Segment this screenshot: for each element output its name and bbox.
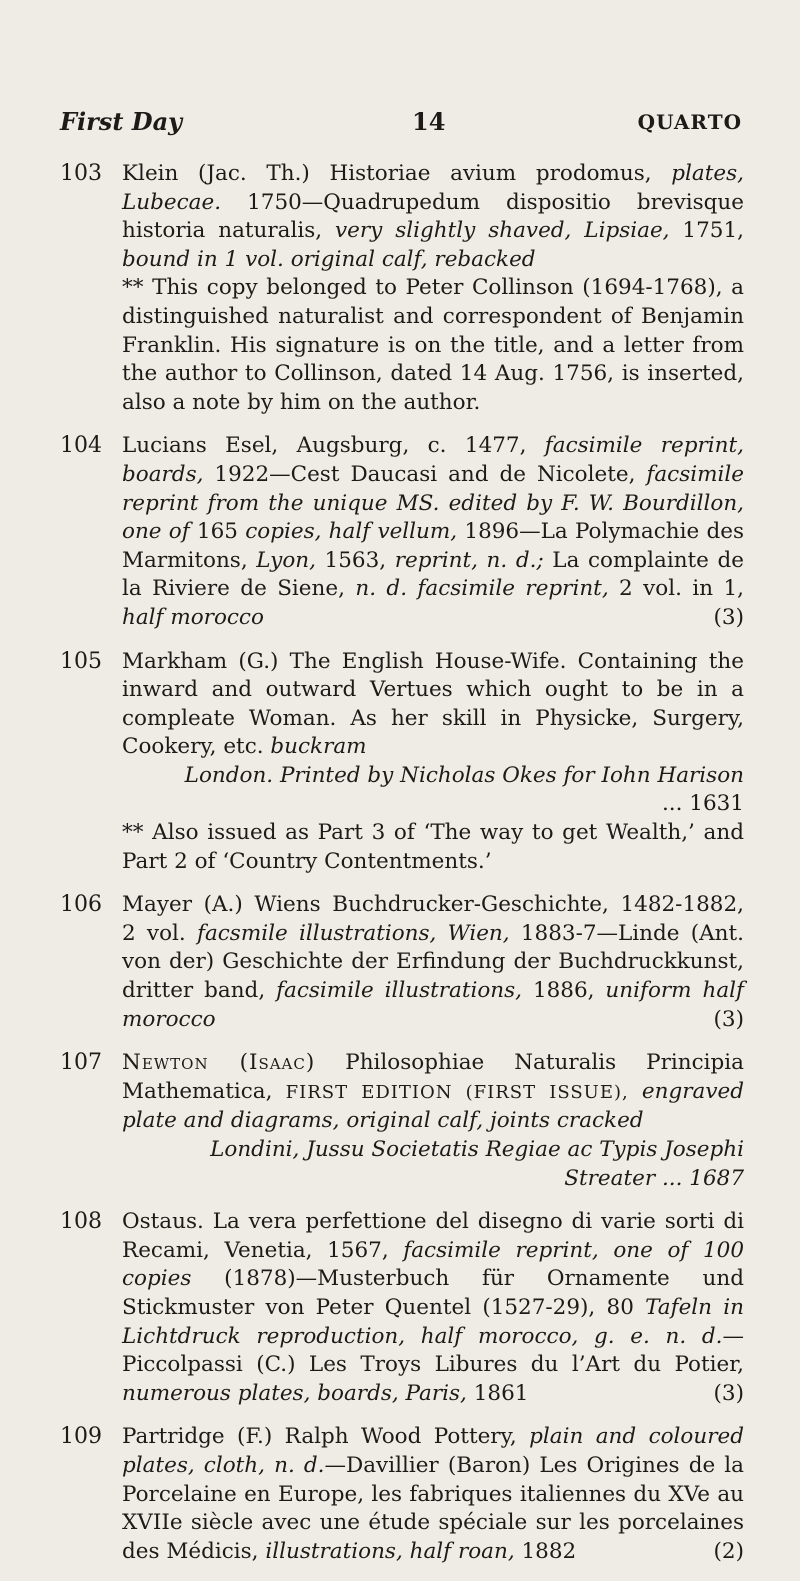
lot-text-italic: Lyon, — [256, 547, 316, 573]
lot-entry — [60, 432, 744, 632]
lot-text-italic: facsimile reprint, one of 100 copies — [122, 1237, 745, 1292]
lot-text: 1883-7—Linde (Ant. von der) Geschichte der Erfindung der Buchdruckkunst, dritter band, — [122, 920, 744, 1004]
lot-text-italic: very slightly shaved, Lipsiae, — [335, 218, 670, 244]
lot-entry — [60, 648, 744, 877]
lot-text-italic: numerous plates, boards, Paris, — [122, 1380, 467, 1406]
lot-text: Partridge (F.) Ralph Wood Pottery, — [122, 1424, 530, 1450]
lot-number: 108 — [60, 1209, 102, 1235]
lot-description — [122, 1423, 744, 1566]
lot-text-italic: plain and coloured plates, cloth, n. d. — [122, 1424, 744, 1478]
lot-count: (3) — [713, 604, 744, 630]
lot-text: 1882 — [514, 1538, 577, 1564]
lot-number: 109 — [60, 1424, 102, 1450]
lot-list — [60, 160, 744, 1581]
lot-description — [122, 432, 744, 632]
lot-entry — [60, 1049, 744, 1193]
lot-text-italic: facsimile illustrations, — [276, 978, 523, 1004]
lot-description — [122, 891, 744, 1034]
lot-text: 1896—La Polymachie des Marmitons, — [122, 519, 744, 573]
page-number: 14 — [412, 107, 446, 136]
lot-note: ** This copy belonged to Peter Collinson (1694-1768), a distinguished naturalist and correspondent of Benjamin Franklin. His signature is on the title, and a letter from the author to Collinson, dated 14 Aug. 1756, is inserted, also a note by him on the author. — [122, 275, 744, 415]
lot-text-italic: facsimile reprint from the unique MS. edited by F. W. Bourdillon, one of — [122, 461, 744, 545]
lot-text: 1750—Quadrupedum dispositio brevisque historia naturalis, — [122, 189, 744, 244]
lot-edition: FIRST EDITION (FIRST ISSUE), — [285, 1081, 629, 1103]
lot-imprint: London. Printed by Nicholas Okes for Iohn Harison — [184, 762, 744, 788]
lot-text: 2 vol. in 1, — [608, 576, 744, 602]
lot-text: Markham (G.) The English House-Wife. Containing the inward and outward Vertues which ought to be in a compleate Woman. As her skill in Physicke, Surgery, Cookery, etc. — [122, 648, 744, 760]
lot-text: Lucians Esel, Augsburg, c. 1477, — [122, 433, 545, 459]
lot-text: Philosophiae Naturalis Principia Mathematica, — [122, 1050, 744, 1104]
lot-count: (3) — [713, 1006, 744, 1032]
lot-number: 106 — [60, 892, 102, 918]
header-section-label: QUARTO — [637, 110, 742, 134]
lot-description — [122, 1049, 744, 1193]
lot-number: 104 — [60, 433, 102, 459]
lot-text-italic: Tafeln in Lichtdruck reproduction, half morocco, g. e. n. d. — [122, 1294, 744, 1349]
lot-text: 1563, — [315, 547, 395, 573]
lot-text: 1861 — [466, 1380, 529, 1406]
lot-text: 1922—Cest Daucasi and de Nicolete, — [203, 461, 647, 487]
lot-text: 1886, — [522, 978, 606, 1004]
lot-text-italic: buckram — [270, 734, 367, 760]
lot-entry — [60, 160, 744, 417]
lot-text: Ostaus. La vera perfettione del disegno di varie sorti di Recami, Venetia, 1567, — [122, 1209, 744, 1263]
header-day-title: First Day — [60, 107, 183, 136]
lot-description — [122, 160, 744, 417]
lot-date: ... 1631 — [661, 791, 744, 817]
lot-entry — [60, 1423, 744, 1566]
lot-text-italic: uniform half morocco — [122, 978, 744, 1032]
lot-text: (1878)—Musterbuch für Ornamente und Stickmuster von Peter Quentel (1527-29), 80 — [122, 1266, 744, 1320]
lot-number: 107 — [60, 1050, 102, 1076]
lot-text-italic: n. d. facsimile reprint, — [355, 576, 609, 602]
lot-text-italic: plates, Lubecae. — [122, 161, 744, 215]
lot-description — [122, 648, 744, 877]
lot-date: Streater ... 1687 — [564, 1165, 744, 1191]
lot-text-italic: engraved plate and diagrams, original calf, joints cracked — [122, 1078, 744, 1134]
lot-text-italic: facsimile reprint, boards, — [122, 433, 744, 487]
lot-text-italic: copies, half vellum, — [245, 519, 458, 545]
lot-number: 105 — [60, 648, 102, 674]
lot-text: 165 — [189, 519, 246, 545]
lot-text: —Piccolpassi (C.) Les Troys Libures du l’Art du Potier, — [122, 1323, 744, 1378]
lot-text-italic: facsmile illustrations, Wien, — [196, 920, 510, 946]
lot-text: —Davillier (Baron) Les Origines de la Porcelaine en Europe, les fabriques italiennes du XVe au XVIIe siècle avec une étude spéciale sur les porcelaines des Médicis, — [122, 1452, 744, 1564]
lot-text: 1751, — [669, 218, 744, 244]
lot-entry — [60, 1208, 744, 1408]
lot-text-italic: bound in 1 vol. original calf, rebacked — [122, 246, 536, 272]
lot-text-italic: illustrations, half roan, — [265, 1538, 515, 1564]
lot-text-italic: half morocco — [122, 604, 264, 630]
lot-text-italic: reprint, n. d.; — [394, 547, 544, 573]
lot-count: (2) — [713, 1538, 744, 1564]
lot-text: La complainte de la Riviere de Siene, — [122, 547, 744, 602]
lot-count: (3) — [713, 1380, 744, 1406]
lot-author: Newton (Isaac) — [122, 1050, 316, 1076]
lot-text: Klein (Jac. Th.) Historiae avium prodomus, — [122, 161, 672, 186]
page-header — [60, 107, 742, 141]
lot-imprint: Londini, Jussu Societatis Regiae ac Typis Josephi — [210, 1137, 744, 1162]
lot-text: Mayer (A.) Wiens Buchdrucker-Geschichte, 1482-1882, 2 vol. — [122, 892, 744, 946]
lot-number: 103 — [60, 161, 102, 186]
lot-entry — [60, 891, 744, 1034]
lot-description — [122, 1208, 744, 1408]
lot-note: ** Also issued as Part 3 of ‘The way to get Wealth,’ and Part 2 of ‘Country Contentments.’ — [122, 820, 744, 874]
